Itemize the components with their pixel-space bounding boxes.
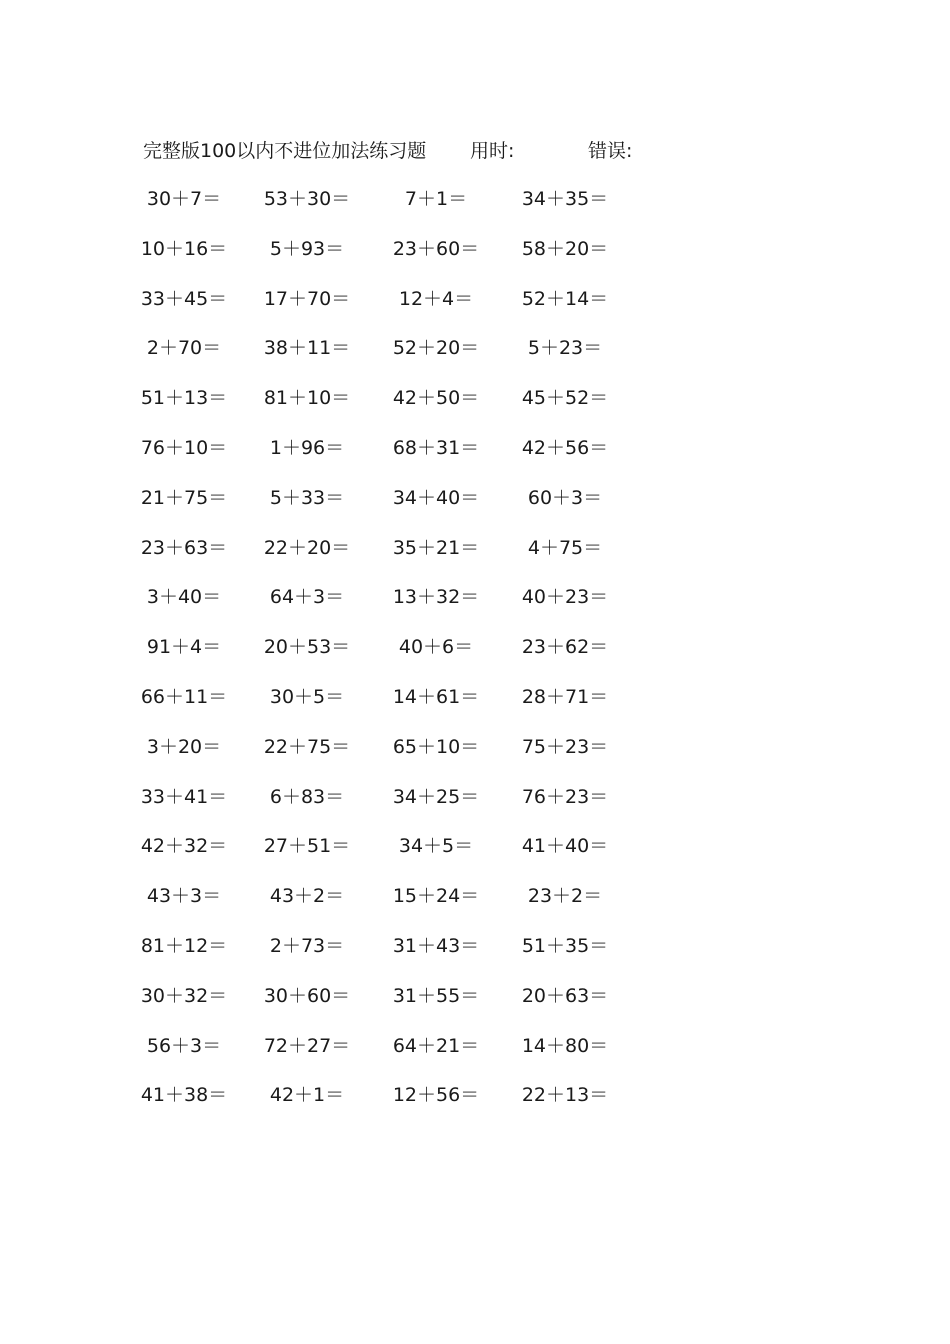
problem-item: 34＋5＝ (398, 835, 474, 858)
problem-item: 5＋33＝ (269, 486, 345, 509)
problem-item: 3＋20＝ (146, 735, 222, 758)
problem-item: 33＋45＝ (140, 287, 228, 310)
problem-item: 35＋21＝ (392, 536, 480, 559)
worksheet-title: 完整版100以内不进位加法练习题 (143, 140, 427, 162)
problem-item: 42＋32＝ (140, 835, 228, 858)
problem-item: 30＋60＝ (263, 984, 351, 1007)
problem-item: 41＋40＝ (521, 835, 609, 858)
problem-item: 53＋30＝ (263, 188, 351, 210)
problem-item: 64＋21＝ (392, 1034, 480, 1057)
problem-item: 14＋61＝ (392, 686, 480, 708)
problem-row (0, 1080, 950, 1110)
problem-row (0, 184, 950, 214)
problem-item: 34＋25＝ (392, 785, 480, 808)
problem-row (0, 533, 950, 563)
problem-item: 27＋51＝ (263, 835, 351, 858)
problem-item: 81＋10＝ (263, 387, 351, 410)
problem-item: 43＋2＝ (269, 885, 345, 908)
problem-item: 23＋62＝ (521, 636, 609, 659)
problem-item: 40＋23＝ (521, 586, 609, 609)
problem-item: 7＋1＝ (404, 188, 468, 210)
problem-item: 17＋70＝ (263, 287, 351, 310)
problem-item: 42＋1＝ (269, 1084, 345, 1107)
problem-item: 45＋52＝ (521, 387, 609, 410)
problem-item: 64＋3＝ (269, 586, 345, 609)
problem-item: 22＋13＝ (521, 1084, 609, 1107)
problem-item: 30＋5＝ (269, 686, 345, 708)
problem-row (0, 682, 950, 712)
problem-item: 52＋20＝ (392, 337, 480, 360)
problem-item: 13＋32＝ (392, 586, 480, 609)
problem-item: 41＋38＝ (140, 1084, 228, 1107)
problem-item: 12＋4＝ (398, 287, 474, 310)
problem-item: 52＋14＝ (521, 287, 609, 310)
problem-row (0, 433, 950, 463)
problem-item: 60＋3＝ (527, 486, 603, 509)
problem-item: 33＋41＝ (140, 785, 228, 808)
problem-item: 31＋43＝ (392, 935, 480, 957)
problem-row (0, 1031, 950, 1061)
problem-item: 65＋10＝ (392, 735, 480, 758)
problem-item: 4＋75＝ (527, 536, 603, 559)
problem-row (0, 333, 950, 363)
error-label: 错误: (588, 140, 633, 162)
problem-item: 5＋93＝ (269, 237, 345, 260)
problem-item: 34＋40＝ (392, 486, 480, 509)
problem-row (0, 632, 950, 662)
problem-item: 10＋16＝ (140, 237, 228, 260)
problem-row (0, 234, 950, 264)
problem-item: 31＋55＝ (392, 984, 480, 1007)
problem-item: 23＋2＝ (527, 885, 603, 908)
problem-item: 5＋23＝ (527, 337, 603, 360)
problem-item: 20＋63＝ (521, 984, 609, 1007)
problem-item: 58＋20＝ (521, 237, 609, 260)
problem-item: 1＋96＝ (269, 437, 345, 459)
problem-item: 3＋40＝ (146, 586, 222, 609)
problem-item: 28＋71＝ (521, 686, 609, 708)
problem-item: 12＋56＝ (392, 1084, 480, 1107)
problem-row (0, 831, 950, 861)
problem-row (0, 284, 950, 314)
problem-item: 51＋13＝ (140, 387, 228, 410)
problem-row (0, 782, 950, 812)
problem-item: 91＋4＝ (146, 636, 222, 659)
problem-item: 56＋3＝ (146, 1034, 222, 1057)
problem-item: 20＋53＝ (263, 636, 351, 659)
problem-row (0, 981, 950, 1011)
problem-item: 15＋24＝ (392, 885, 480, 908)
problem-item: 14＋80＝ (521, 1034, 609, 1057)
problem-row (0, 881, 950, 911)
problem-item: 6＋83＝ (269, 785, 345, 808)
problem-item: 22＋20＝ (263, 536, 351, 559)
problem-item: 68＋31＝ (392, 437, 480, 459)
problem-item: 66＋11＝ (140, 686, 228, 708)
problem-item: 23＋60＝ (392, 237, 480, 260)
problem-row (0, 732, 950, 762)
problem-row (0, 383, 950, 413)
problem-item: 76＋10＝ (140, 437, 228, 459)
problem-row (0, 483, 950, 513)
problem-item: 43＋3＝ (146, 885, 222, 908)
problem-item: 40＋6＝ (398, 636, 474, 659)
problem-item: 30＋7＝ (146, 188, 222, 210)
problem-item: 2＋73＝ (269, 935, 345, 957)
problem-item: 75＋23＝ (521, 735, 609, 758)
problem-item: 42＋56＝ (521, 437, 609, 459)
problem-item: 2＋70＝ (146, 337, 222, 360)
problem-item: 76＋23＝ (521, 785, 609, 808)
problem-item: 23＋63＝ (140, 536, 228, 559)
problem-item: 42＋50＝ (392, 387, 480, 410)
problem-item: 72＋27＝ (263, 1034, 351, 1057)
problem-item: 30＋32＝ (140, 984, 228, 1007)
problem-item: 21＋75＝ (140, 486, 228, 509)
problem-row (0, 931, 950, 961)
problem-item: 22＋75＝ (263, 735, 351, 758)
problem-item: 38＋11＝ (263, 337, 351, 360)
problem-item: 81＋12＝ (140, 935, 228, 957)
problem-row (0, 582, 950, 612)
time-label: 用时: (470, 140, 515, 162)
problem-item: 51＋35＝ (521, 935, 609, 957)
problem-item: 34＋35＝ (521, 188, 609, 210)
